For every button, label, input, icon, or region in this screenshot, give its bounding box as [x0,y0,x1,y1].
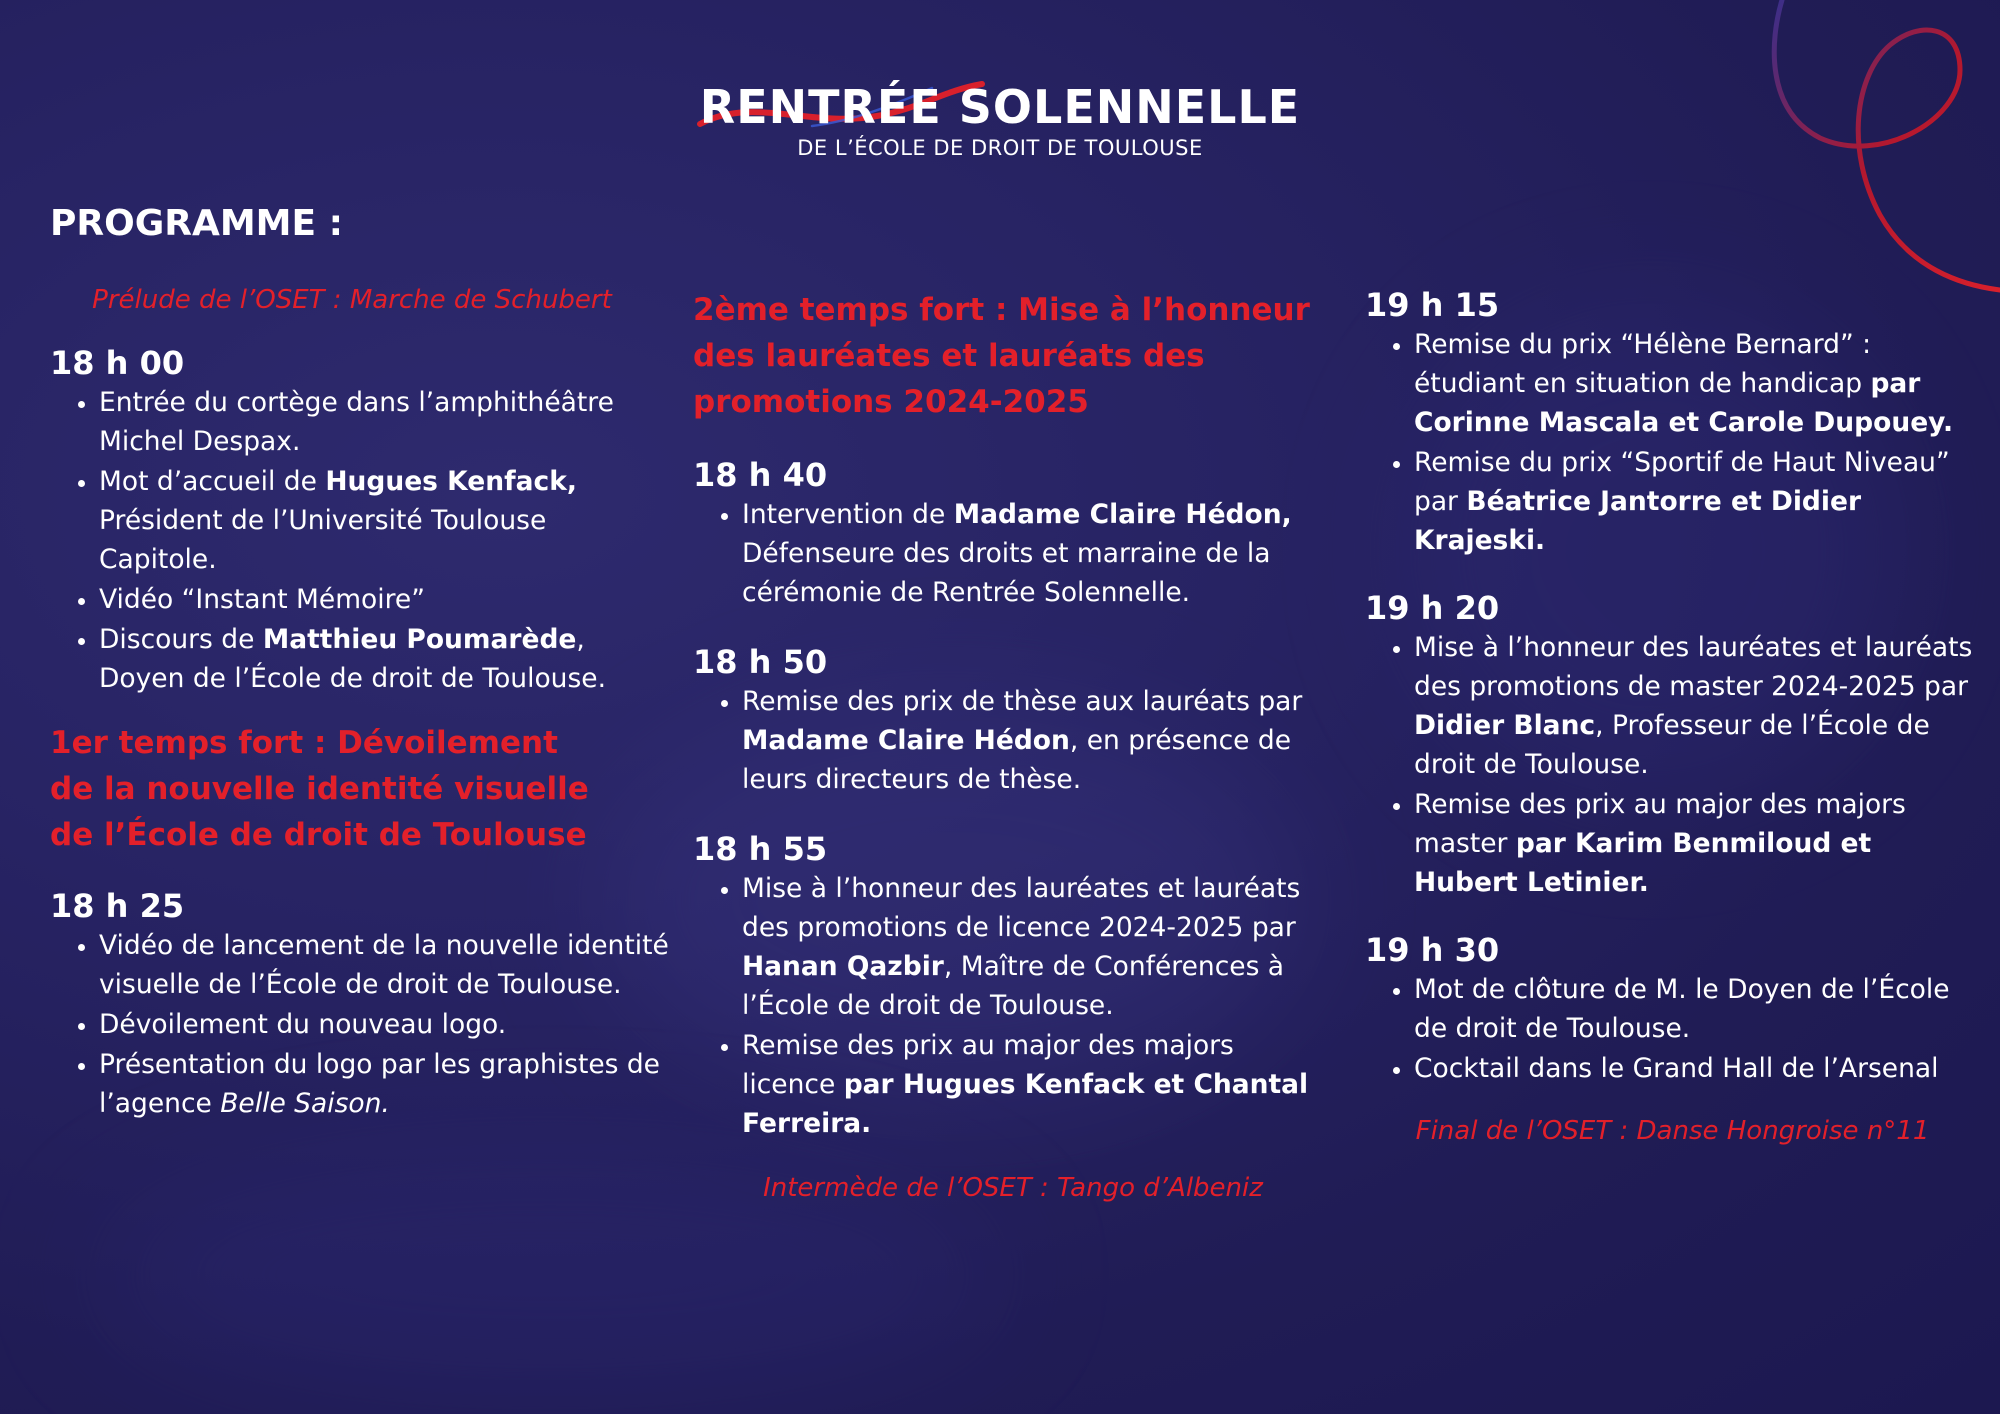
list-item: • Mot d’accueil de Hugues Kenfack, Président de l’Université Toulouse Capitole. [99,462,670,579]
list-item: • Intervention de Madame Claire Hédon, Défenseure des droits et marraine de la cérémonie de Rentrée Solennelle. [742,495,1333,612]
items-1840 [693,495,1333,612]
event-subtitle: DE L’ÉCOLE DE DROIT DE TOULOUSE [797,136,1203,160]
list-item: • Remise des prix au major des majors master par Karim Benmiloud et Hubert Letinier. [1414,785,1980,902]
items-1800 [50,383,670,698]
time-1930: 19 h 30 [1365,931,1500,969]
event-title: RENTRÉE SOLENNELLE [699,80,1301,134]
intermede-note: Intermède de l’OSET : Tango d’Albeniz [763,1173,1263,1203]
section-1-heading: 1er temps fort : Dévoilement de la nouvelle identité visuelle de l’École de droit de Toulouse [50,725,589,853]
list-item: • Vidéo “Instant Mémoire” [99,580,670,619]
list-item: • Vidéo de lancement de la nouvelle identité visuelle de l’École de droit de Toulouse. [99,926,670,1004]
list-item: • Dévoilement du nouveau logo. [99,1005,670,1044]
list-item: • Cocktail dans le Grand Hall de l’Arsenal [1414,1049,1980,1088]
time-1920: 19 h 20 [1365,589,1500,627]
list-item: • Remise du prix “Sportif de Haut Niveau” par Béatrice Jantorre et Didier Krajeski. [1414,443,1980,560]
programme-heading: PROGRAMME : [50,203,344,244]
items-1855 [693,869,1333,1143]
list-item: • Mise à l’honneur des lauréates et lauréats des promotions de licence 2024-2025 par Hanan Qazbir, Maître de Conférences à l’École de droit de Toulouse. [742,869,1333,1025]
time-1855: 18 h 55 [693,830,828,868]
items-1920 [1365,628,1980,902]
programme-column-2 [693,285,1333,1203]
list-item: • Remise des prix au major des majors licence par Hugues Kenfack et Chantal Ferreira. [742,1026,1333,1143]
list-item: • Discours de Matthieu Poumarède, Doyen de l’École de droit de Toulouse. [99,620,670,698]
finale-note: Final de l’OSET : Danse Hongroise n°11 [1415,1116,1930,1146]
items-1915 [1365,325,1980,560]
items-1825 [50,926,670,1123]
list-item: • Mise à l’honneur des lauréates et lauréats des promotions de master 2024-2025 par Didier Blanc, Professeur de l’École de droit de Toulouse. [1414,628,1980,784]
prelude-note: Prélude de l’OSET : Marche de Schubert [92,285,612,315]
time-1850: 18 h 50 [693,643,828,681]
time-1800: 18 h 00 [50,344,185,382]
list-item: • Présentation du logo par les graphistes de l’agence Belle Saison. [99,1045,670,1123]
header [0,80,2000,160]
list-item: • Entrée du cortège dans l’amphithéâtre Michel Despax. [99,383,670,461]
list-item: • Remise des prix de thèse aux lauréats par Madame Claire Hédon, en présence de leurs directeurs de thèse. [742,682,1333,799]
time-1840: 18 h 40 [693,456,828,494]
programme-column-1 [50,285,670,1124]
time-1825: 18 h 25 [50,887,185,925]
list-item: • Remise du prix “Hélène Bernard” : étudiant en situation de handicap par Corinne Mascala et Carole Dupouey. [1414,325,1980,442]
items-1930 [1365,970,1980,1088]
programme-column-3 [1365,285,1980,1146]
items-1850 [693,682,1333,799]
time-1915: 19 h 15 [1365,286,1500,324]
section-2-heading: 2ème temps fort : Mise à l’honneur des lauréates et lauréats des promotions 2024-2025 [693,292,1310,420]
list-item: • Mot de clôture de M. le Doyen de l’École de droit de Toulouse. [1414,970,1980,1048]
title-block [700,80,1300,134]
